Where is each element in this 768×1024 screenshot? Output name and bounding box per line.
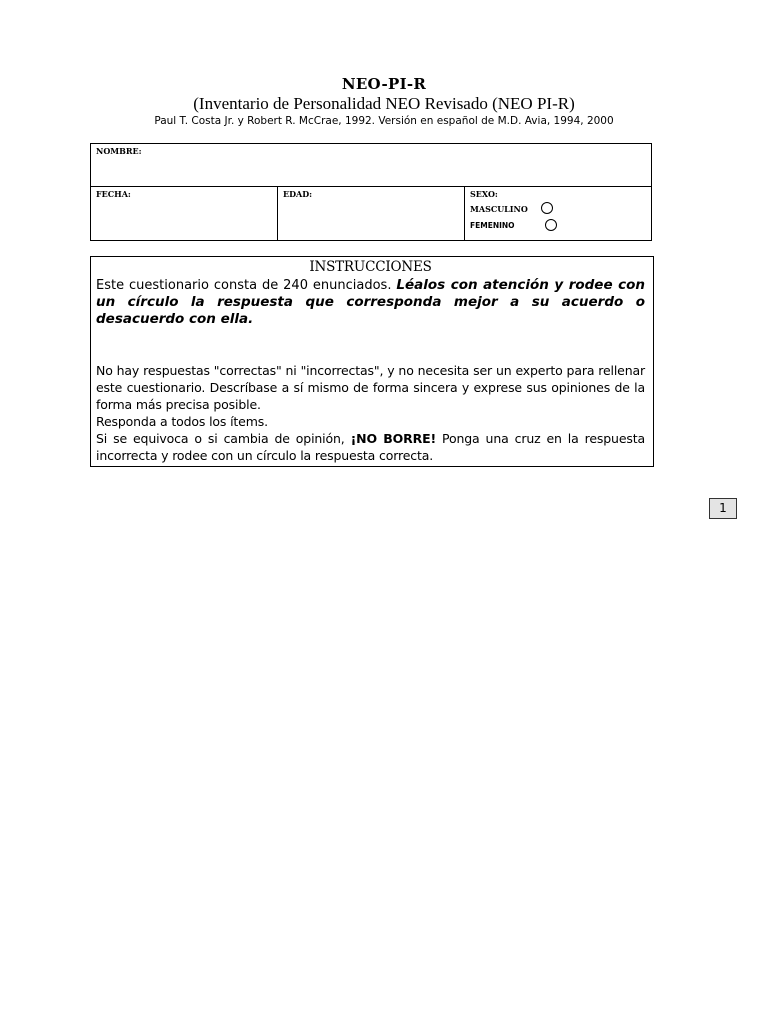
instructions-p4-start: Si se equivoca o si cambia de opinión, [96,431,351,446]
authors-line: Paul T. Costa Jr. y Robert R. McCrae, 1992. Versión en español de M.D. Avia, 1994, 2000 [154,115,614,127]
sexo-field [465,187,651,241]
edad-field[interactable] [278,187,465,241]
instructions-paragraph-2: No hay respuestas "correctas" ni "incorrectas", y no necesita ser un experto para rellenar este cuestionario. Descríbase a sí mismo de forma sincera y exprese sus opiniones de la forma más precisa posible. [96,363,645,412]
instructions-paragraph-3: Responda a todos los ítems. [96,414,268,429]
instructions-paragraph-1 [96,277,645,328]
nombre-label: NOMBRE: [96,146,142,156]
femenino-label: FEMENINO [470,221,515,230]
instructions-p1-normal: Este cuestionario consta de 240 enunciados. [96,278,397,293]
instructions-p1-bold: Léalos con atención y rodee con un círculo la respuesta que corresponda mejor a su acuerdo o desacuerdo con ella. [96,277,646,327]
document-subtitle: (Inventario de Personalidad NEO Revisado (NEO PI-R) [193,94,575,113]
instructions-p4-end: Ponga una cruz en la respuesta incorrecta y rodee con un círculo la respuesta correcta. [96,431,645,463]
no-borre-text: ¡NO BORRE! [350,431,437,446]
fecha-field[interactable] [91,187,278,241]
personal-data-form [90,143,652,241]
edad-label: EDAD: [283,189,313,199]
masculino-label: MASCULINO [470,204,528,214]
femenino-radio[interactable] [545,219,557,231]
sexo-label: SEXO: [470,189,498,199]
document-title: NEO-PI-R [341,75,427,93]
masculino-radio[interactable] [541,202,553,214]
nombre-field[interactable] [91,144,651,187]
instructions-paragraph-4 [96,430,645,464]
instructions-title: INSTRUCCIONES [309,259,432,275]
fecha-label: FECHA: [96,189,131,199]
page-number-badge: 1 [709,498,737,519]
instructions-box [90,256,654,467]
